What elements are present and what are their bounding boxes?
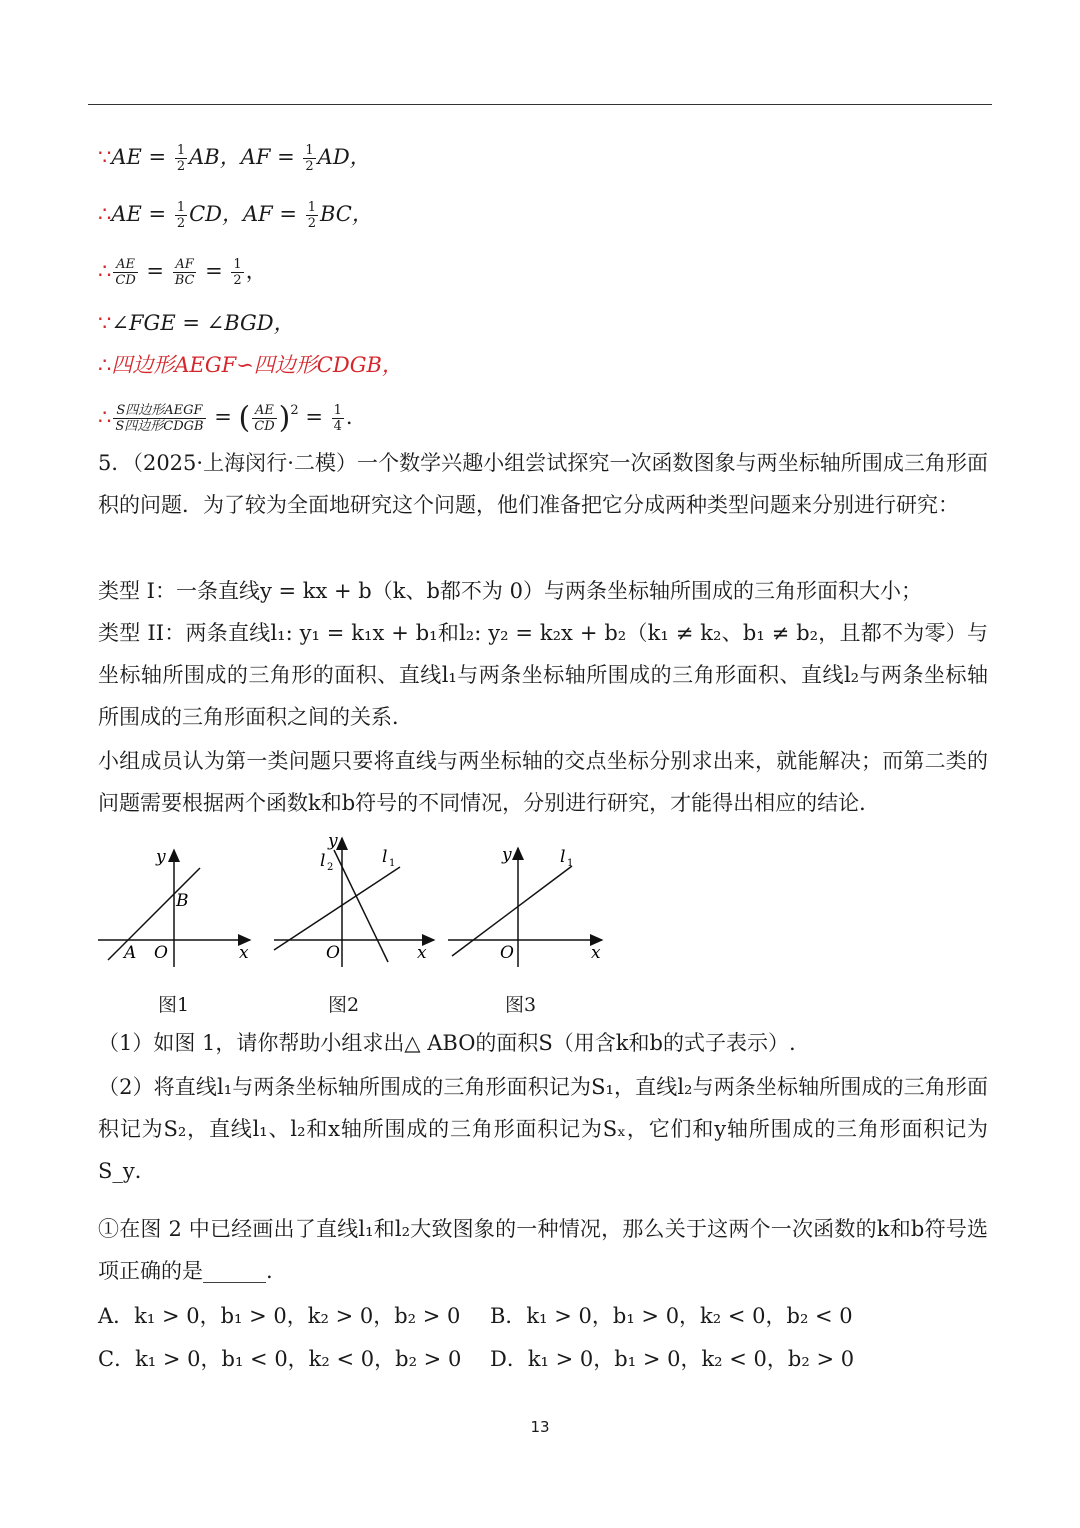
fraction xyxy=(175,200,187,231)
therefore-symbol: ∴ xyxy=(98,202,112,226)
exponent: 2 xyxy=(290,403,299,418)
numerator: 1 xyxy=(233,257,242,272)
numerator: AE xyxy=(113,257,137,273)
solution-line-4 xyxy=(98,308,295,338)
y-label: y xyxy=(156,847,166,867)
problem-group: 小组成员认为第一类问题只要将直线与两坐标轴的交点坐标分别求出来，就能解决；而第二类的问题需要根据两个函数k和b符号的不同情况，分别进行研究，才能得出相应的结论． xyxy=(98,749,988,815)
since-symbol: ∵ xyxy=(98,145,112,169)
therefore-symbol: ∴ xyxy=(98,405,112,429)
expr-part: AD， xyxy=(317,145,371,169)
solution-line-3: ∴ $\frac{AE}{CD}$ = $\frac{AF}{BC}$ = $\frac{1}{2}$ ， xyxy=(98,257,267,288)
problem-type-2: 类型 II：两条直线l₁: y₁ = k₁x + b₁和l₂: y₂ = k₂x + b₂（k₁ ≠ k₂、b₁ ≠ b₂，且都不为零）与坐标轴所围成的三角形的面积、直线l₁与两条坐标轴所围成的三角形面积、直线l₂与两条坐标轴所围成的三角形面积之间的关系． xyxy=(98,621,988,729)
question-2: （2）将直线l₁与两条坐标轴所围成的三角形面积记为S₁，直线l₂与两条坐标轴所围成的三角形面积记为S₂，直线l₁、l₂和x轴所围成的三角形面积记为Sₓ，它们和y轴所围成的三角形面积记为S_y． xyxy=(98,1075,988,1183)
fraction xyxy=(303,143,315,174)
fraction xyxy=(113,257,137,288)
punct: ， xyxy=(245,259,267,283)
expr-part: CD，AF = xyxy=(189,202,304,226)
figure-2-caption: 图2 xyxy=(328,994,360,1016)
punct: . xyxy=(345,405,353,429)
figure-3 xyxy=(446,832,608,972)
denominator: 2 xyxy=(305,159,314,174)
x-label: x xyxy=(591,943,601,963)
numerator: 1 xyxy=(305,143,314,158)
origin-label: O xyxy=(326,943,340,963)
l1-label: l xyxy=(560,847,566,867)
expr-part: 四边形AEGF∽四边形CDGB， xyxy=(111,353,403,377)
therefore-symbol: ∴ xyxy=(98,353,112,377)
solution-line-5 xyxy=(98,350,403,380)
figure-3-caption: 图3 xyxy=(505,994,537,1016)
numerator: AF xyxy=(173,257,197,273)
numerator: 1 xyxy=(176,143,186,158)
l1-subscript: 1 xyxy=(567,858,574,869)
denominator: 4 xyxy=(333,419,342,434)
x-label: x xyxy=(239,943,249,963)
figure-1 xyxy=(96,832,256,972)
fraction xyxy=(113,403,205,434)
l1-label: l xyxy=(382,847,388,867)
denominator: S四边形CDGB xyxy=(115,419,204,434)
fraction xyxy=(252,403,276,434)
expr-part: AE = xyxy=(111,202,173,226)
line-l1 xyxy=(274,867,400,950)
origin-label: O xyxy=(154,943,168,963)
fraction xyxy=(231,257,243,288)
option-b: B．k₁ > 0，b₁ > 0，k₂ < 0，b₂ < 0 xyxy=(490,1304,853,1328)
paren-close: ) xyxy=(278,400,291,436)
solution-line-6: ∴ $\frac{\text{S四边形AEGF}}{\text{S四边形CDGB}}$ = ( $\frac{AE}{CD}$ )$^2$ = $\frac{1}{4}$ . xyxy=(98,400,353,436)
denominator: 2 xyxy=(233,273,242,288)
numerator: 1 xyxy=(176,200,186,215)
header-rule xyxy=(88,104,992,105)
numerator: 1 xyxy=(333,403,342,418)
denominator: 2 xyxy=(307,216,316,231)
l2-label: l xyxy=(320,851,326,871)
question-1: （1）如图 1，请你帮助小组求出△ ABO的面积S（用含k和b的式子表示）. xyxy=(98,1031,796,1055)
l1-subscript: 1 xyxy=(389,858,396,869)
origin-label: O xyxy=(500,943,514,963)
figure-1-caption: 图1 xyxy=(158,994,190,1016)
numerator: 1 xyxy=(307,200,316,215)
solution-line-1 xyxy=(98,142,371,174)
expr-part: AB，AF = xyxy=(189,145,302,169)
fraction xyxy=(175,143,187,174)
problem-type-1: 类型 I：一条直线y = kx + b（k、b都不为 0）与两条坐标轴所围成的三角形面积大小； xyxy=(98,579,922,603)
expr-part: BC， xyxy=(319,202,373,226)
numerator: S四边形AEGF xyxy=(113,403,205,419)
fraction xyxy=(332,403,344,434)
x-label: x xyxy=(417,943,427,963)
y-label: y xyxy=(328,832,338,851)
page-number: 13 xyxy=(530,1418,550,1436)
denominator: 2 xyxy=(176,159,186,174)
expr-part: ∠FGE = ∠BGD， xyxy=(111,311,295,335)
question-2-1: ①在图 2 中已经画出了直线l₁和l₂大致图象的一种情况，那么关于这两个一次函数的k和b符号选项正确的是______. xyxy=(98,1217,988,1283)
since-symbol: ∵ xyxy=(98,311,112,335)
denominator: 2 xyxy=(176,216,186,231)
solution-line-2 xyxy=(98,199,373,231)
therefore-symbol: ∴ xyxy=(98,259,112,283)
figure-2 xyxy=(272,832,442,972)
expr-part: AE = xyxy=(111,145,173,169)
fraction xyxy=(173,257,197,288)
paren-open: ( xyxy=(238,400,251,436)
denominator: CD xyxy=(254,419,275,434)
numerator: AE xyxy=(252,403,276,419)
point-a-label: A xyxy=(124,943,137,963)
denominator: CD xyxy=(115,273,136,288)
l2-subscript: 2 xyxy=(327,862,334,873)
option-c: C．k₁ > 0，b₁ < 0，k₂ < 0，b₂ > 0 xyxy=(98,1347,462,1371)
denominator: BC xyxy=(174,273,195,288)
fraction xyxy=(306,200,318,231)
option-d: D．k₁ > 0，b₁ > 0，k₂ < 0，b₂ > 0 xyxy=(490,1347,855,1371)
problem-intro: 5．（2025·上海闵行·二模）一个数学兴趣小组尝试探究一次函数图象与两坐标轴所围成三角形面积的问题．为了较为全面地研究这个问题，他们准备把它分成两种类型问题来分别进行研究： xyxy=(98,451,988,517)
y-label: y xyxy=(502,845,512,865)
point-b-label: B xyxy=(176,891,189,911)
option-a: A．k₁ > 0，b₁ > 0，k₂ > 0，b₂ > 0 xyxy=(98,1304,461,1328)
